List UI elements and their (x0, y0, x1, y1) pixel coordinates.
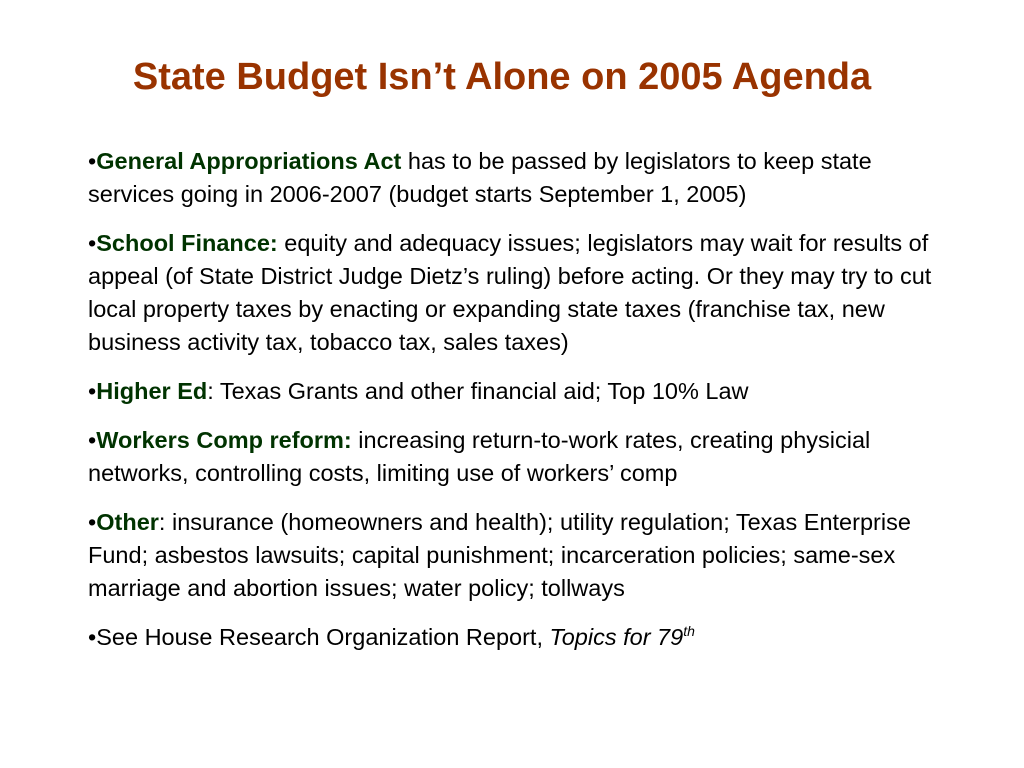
bullet-item-reference (88, 621, 938, 654)
bullet-item-other (88, 506, 938, 605)
bullet-item-general-appropriations (88, 145, 938, 211)
bullet-item-workers-comp (88, 424, 938, 490)
bullet-text: : insurance (homeowners and health); utility regulation; Texas Enterprise Fund; asbestos lawsuits; capital punishment; incarceration policies; same-sex marriage and abortion issues; water policy; tollways (88, 509, 911, 601)
bullet-term: Higher Ed (96, 378, 208, 404)
bullet-text: has to be passed by legislators to keep state services going in 2006-2007 (budget starts September 1, 2005) (88, 148, 872, 207)
bullet-marker: • (88, 230, 97, 256)
bullet-term: General Appropriations Act (96, 148, 402, 174)
bullet-item-higher-ed (88, 375, 938, 408)
bullet-text: increasing return-to-work rates, creating physicial networks, controlling costs, limiting use of workers’ comp (88, 427, 871, 486)
bullet-term: Other (96, 509, 159, 535)
bullet-item-school-finance (88, 227, 938, 359)
reference-report-title: Topics for 79 (549, 624, 684, 650)
slide-title: State Budget Isn’t Alone on 2005 Agenda (132, 56, 872, 98)
bullet-text: : Texas Grants and other financial aid; Top 10% Law (207, 378, 749, 404)
bullet-marker: • (88, 509, 97, 535)
bullet-marker: • (88, 378, 97, 404)
bullet-term: Workers Comp reform: (96, 427, 352, 453)
bullet-marker: • (88, 624, 97, 650)
bullet-term: School Finance: (96, 230, 278, 256)
bullet-marker: • (88, 148, 97, 174)
bullet-marker: • (88, 427, 97, 453)
reference-superscript: th (683, 623, 695, 640)
bullet-list (88, 145, 938, 670)
bullet-text: equity and adequacy issues; legislators may wait for results of appeal (of State District Judge Dietz’s ruling) before acting. Or they may try to cut local property taxes by enacting or expanding state taxes (franchise tax, new business activity tax, tobacco tax, sales taxes) (88, 230, 932, 355)
reference-text: See House Research Organization Report, (96, 624, 550, 650)
